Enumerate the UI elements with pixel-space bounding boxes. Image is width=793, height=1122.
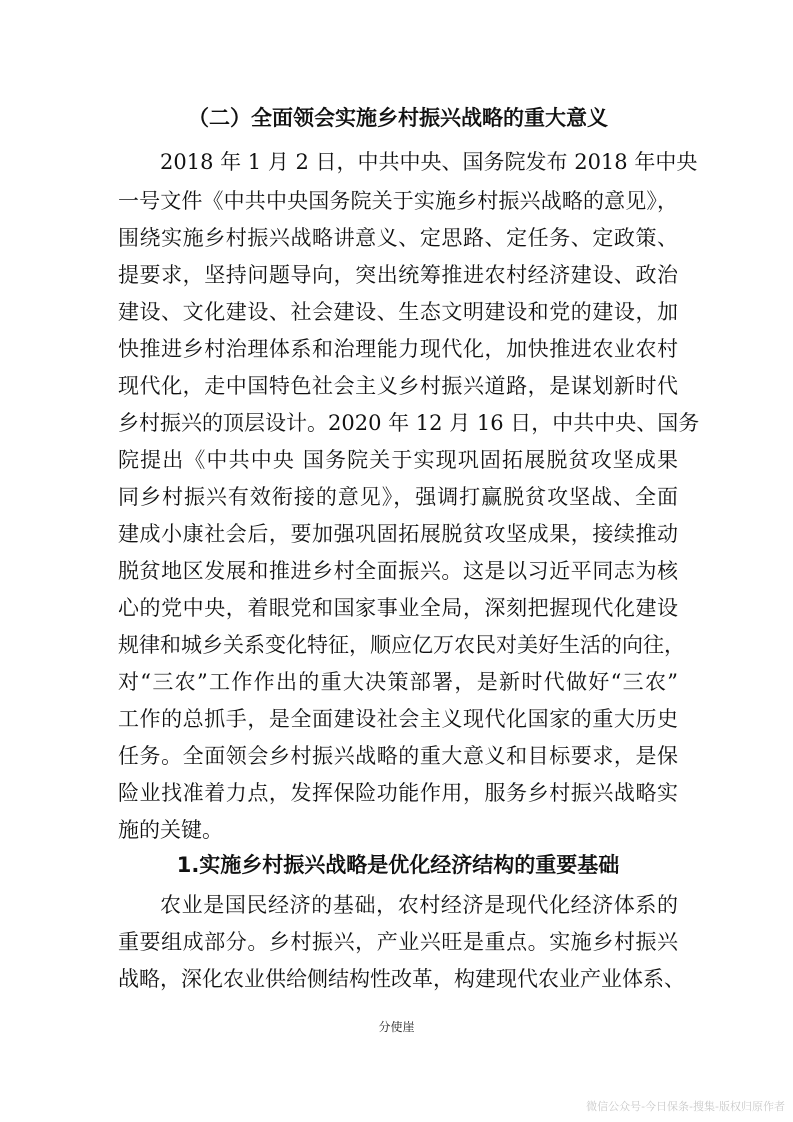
paragraph-line: 重要组成部分。乡村振兴，产业兴旺是重点。实施乡村振兴 <box>118 930 678 954</box>
paragraph-line: 同乡村振兴有效衔接的意见》，强调打赢脱贫攻坚战、全面 <box>118 485 678 509</box>
paragraph-line: 脱贫地区发展和推进乡村全面振兴。这是以习近平同志为核 <box>118 559 678 583</box>
paragraph-line: 心的党中央，着眼党和国家事业全局，深刻把握现代化建设 <box>118 596 678 620</box>
paragraph-line: 农业是国民经济的基础，农村经济是现代化经济体系的 <box>160 893 678 917</box>
paragraph-line: 规律和城乡关系变化特征，顺应亿万农民对美好生活的向往， <box>118 633 685 657</box>
paragraph-line: 险业找准着力点，发挥保险功能作用，服务乡村振兴战略实 <box>118 781 678 805</box>
paragraph-line: 提要求，坚持问题导向，突出统筹推进农村经济建设、政治 <box>118 263 678 287</box>
footer-mark: 分使崖 <box>378 1020 415 1034</box>
paragraph-line: 围绕实施乡村振兴战略讲意义、定思路、定任务、定政策、 <box>118 226 678 250</box>
paragraph-line: 现代化，走中国特色社会主义乡村振兴道路，是谋划新时代 <box>118 374 678 398</box>
section-heading: （二）全面领会实施乡村振兴战略的重大意义 <box>188 106 608 130</box>
paragraph-line: 一号文件《中共中央国务院关于实施乡村振兴战略的意见》， <box>118 189 678 213</box>
paragraph-line: 院提出《中共中央 国务院关于实现巩固拓展脱贫攻坚成果 <box>118 448 678 472</box>
paragraph-line: 任务。全面领会乡村振兴战略的重大意义和目标要求，是保 <box>118 744 678 768</box>
paragraph-line: 乡村振兴的顶层设计。2020 年 12 月 16 日，中共中央、国务 <box>118 411 700 435</box>
watermark: 微信公众号-今日保条-搜集-版权归原作者 <box>586 1100 785 1113</box>
paragraph-line: 建成小康社会后，要加强巩固拓展脱贫攻坚成果，接续推动 <box>118 522 678 546</box>
paragraph-line: 建设、文化建设、社会建设、生态文明建设和党的建设，加 <box>118 300 678 324</box>
paragraph-line: 快推进乡村治理体系和治理能力现代化，加快推进农业农村 <box>118 337 678 361</box>
paragraph-line: 战略，深化农业供给侧结构性改革，构建现代农业产业体系、 <box>118 967 685 991</box>
paragraph-line: 工作的总抓手，是全面建设社会主义现代化国家的重大历史 <box>118 707 678 731</box>
paragraph-line: 对“三农”工作作出的重大决策部署，是新时代做好“三农” <box>118 670 678 694</box>
subheading: 1.实施乡村振兴战略是优化经济结构的重要基础 <box>176 853 620 877</box>
paragraph-line: 施的关键。 <box>118 818 223 842</box>
paragraph-line: 2018 年 1 月 2 日，中共中央、国务院发布 2018 年中央 <box>160 150 698 174</box>
